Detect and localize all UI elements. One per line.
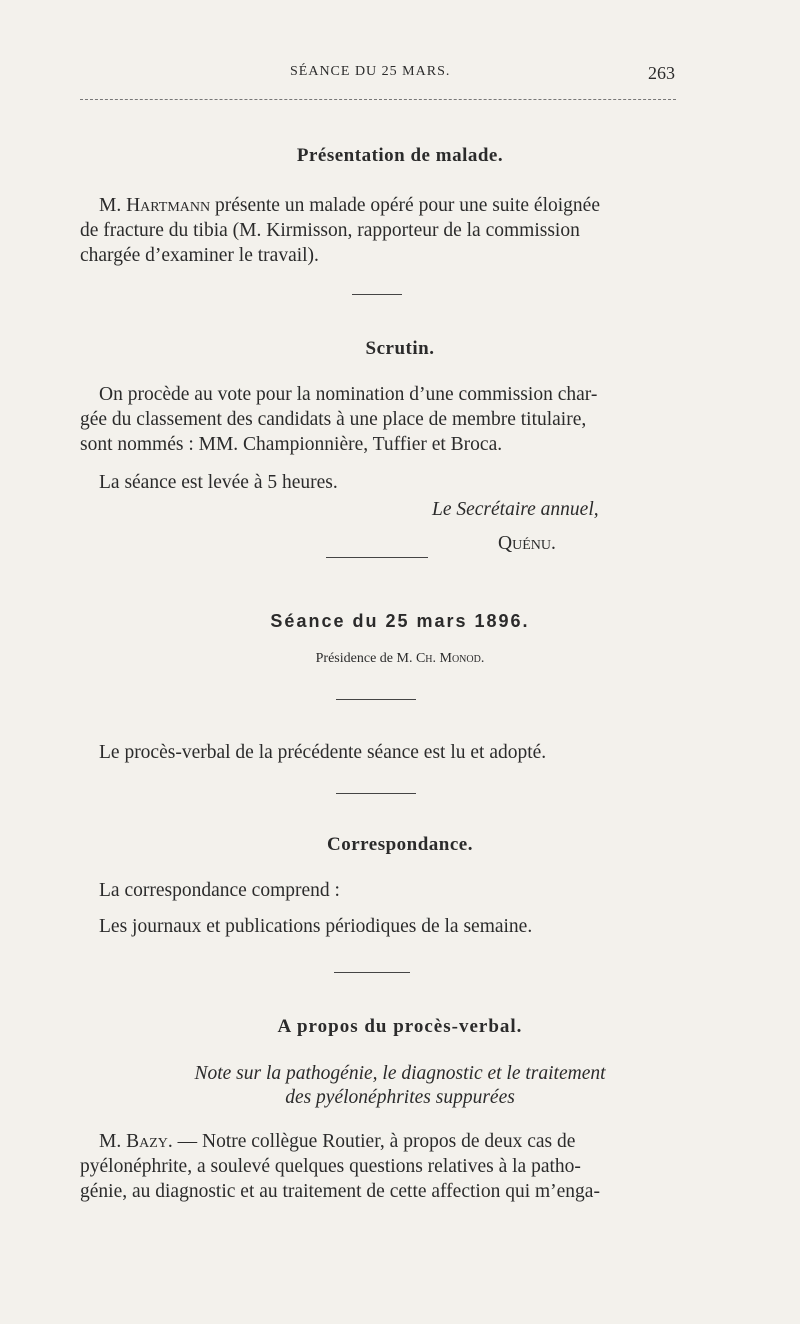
paragraph-line: Les journaux et publications périodiques de la semaine. [99,916,533,937]
president-name: Ch. Monod. [415,651,485,666]
section-heading-scrutin: Scrutin. [365,338,435,359]
signature-name: Quénu. [498,533,556,554]
author-name: Hartmann [126,195,211,216]
separator-rule [336,699,416,700]
article-subtitle-line: des pyélonéphrites suppurées [285,1087,515,1108]
section-heading-presentation: Présentation de malade. [296,145,504,166]
author-name: Bazy [126,1131,168,1152]
paragraph-line: gée du classement des candidats à une place de membre titulaire, [80,409,587,430]
running-head: SÉANCE DU 25 MARS. [290,64,451,79]
session-title: Séance du 25 mars 1896. [270,611,530,631]
text-rest: présente un malade opéré pour une suite éloignée [210,195,600,216]
presidency-line [0,651,800,667]
paragraph-line: chargée d’examiner le travail). [80,245,319,266]
section-heading-correspondance: Correspondance. [327,834,473,855]
paragraph-line [99,1129,575,1154]
paragraph-line: génie, au diagnostic et au traitement de cette affection qui m’enga- [80,1181,600,1202]
separator-rule [326,557,428,558]
signature-title: Le Secrétaire annuel, [432,499,599,520]
header-rule [80,99,676,100]
text-rest: . — Notre collègue Routier, à propos de deux cas de [167,1131,576,1152]
paragraph-line [99,193,600,218]
separator-rule [352,294,402,295]
paragraph-line: de fracture du tibia (M. Kirmisson, rapporteur de la commission [80,220,580,241]
page-number: 263 [648,63,675,83]
separator-rule [336,793,416,794]
text-prefix: M. [99,1131,127,1152]
paragraph-line: La correspondance comprend : [99,880,340,901]
article-subtitle-line: Note sur la pathogénie, le diagnostic et le traitement [194,1063,606,1084]
paragraph-line: sont nommés : MM. Championnière, Tuffier et Broca. [80,434,503,455]
presidency-prefix: Présidence de M. [315,651,416,666]
paragraph-line: On procède au vote pour la nomination d’une commission char- [99,384,598,405]
paragraph-line: La séance est levée à 5 heures. [99,472,338,493]
text-prefix: M. [99,195,127,216]
separator-rule [334,972,410,973]
minutes-line: Le procès-verbal de la précédente séance est lu et adopté. [99,742,547,763]
section-heading-proces-verbal: A propos du procès-verbal. [277,1016,523,1037]
paragraph-line: pyélonéphrite, a soulevé quelques questions relatives à la patho- [80,1156,581,1177]
